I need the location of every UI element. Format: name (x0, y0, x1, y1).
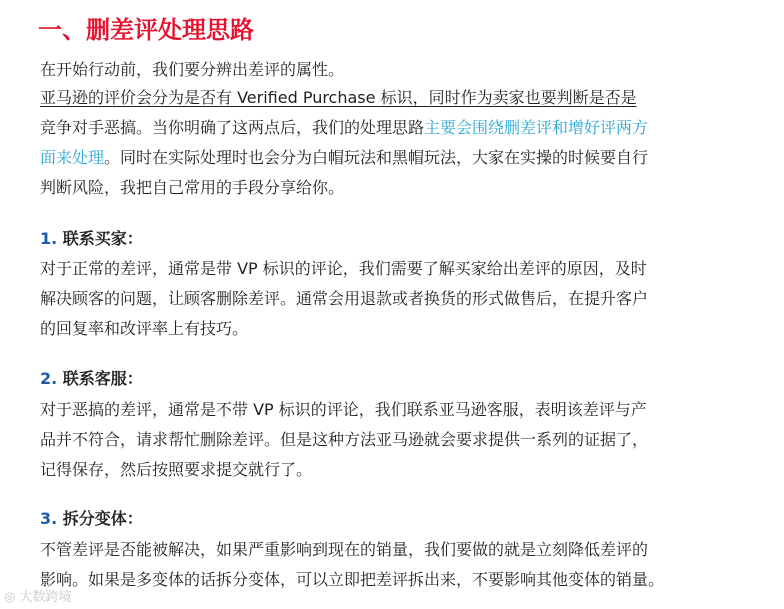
intro-line-4 (40, 146, 648, 170)
section-2-line: 对于恶搞的差评，通常是不带 VP 标识的评论，我们联系亚马逊客服，表明该差评与产 (40, 400, 647, 419)
section-1-line: 解决顾客的问题，让顾客删除差评。通常会用退款或者换货的形式做售后，在提升客户 (40, 289, 649, 308)
intro-line-5: 判断风险，我把自己常用的手段分享给你。 (40, 178, 345, 197)
section-title: 拆分变体： (62, 509, 143, 528)
section-number: 1. (40, 229, 58, 248)
section-3-line: 影响。如果是多变体的话拆分变体，可以立即把差评拆出来，不要影响其他变体的销量。 (40, 570, 665, 589)
intro-highlight-1: 主要会围绕删差评和增好评两方 (424, 118, 649, 137)
intro-highlight-2: 面来处理 (40, 148, 105, 167)
intro-line-3-text: 竞争对手恶搞。当你明确了这两点后，我们的处理思路 (40, 118, 425, 137)
section-2-line: 品并不符合，请求帮忙删除差评。但是这种方法亚马逊就会要求提供一系列的证据了， (40, 430, 649, 449)
section-title: 联系买家： (62, 229, 143, 248)
watermark-logo-icon: ◎ (4, 590, 16, 605)
section-title: 联系客服： (62, 369, 143, 388)
page-title: 一、删差评处理思路 (38, 16, 254, 44)
watermark (4, 586, 72, 605)
section-1-line: 的回复率和改评率上有技巧。 (40, 319, 249, 338)
section-3-line: 不管差评是否能被解决，如果严重影响到现在的销量，我们要做的就是立刻降低差评的 (40, 540, 649, 559)
intro-line-2: 亚马逊的评价会分为是否有 Verified Purchase 标识，同时作为卖家也要判断是否是 (40, 88, 637, 107)
section-number: 3. (40, 509, 58, 528)
section-number: 2. (40, 369, 58, 388)
section-heading-contact-service (40, 367, 143, 391)
section-heading-split-variants (40, 507, 143, 531)
intro-line-1: 在开始行动前，我们要分辨出差评的属性。 (40, 60, 345, 79)
section-heading-contact-buyer (40, 227, 143, 251)
intro-line-4-text: 。同时在实际处理时也会分为白帽玩法和黑帽玩法，大家在实操的时候要自行 (104, 148, 649, 167)
intro-line-3 (40, 116, 648, 140)
section-2-line: 记得保存，然后按照要求提交就行了。 (40, 460, 313, 479)
section-1-line: 对于正常的差评，通常是带 VP 标识的评论，我们需要了解买家给出差评的原因，及时 (40, 259, 647, 278)
watermark-text: 大数跨境 (19, 590, 72, 605)
